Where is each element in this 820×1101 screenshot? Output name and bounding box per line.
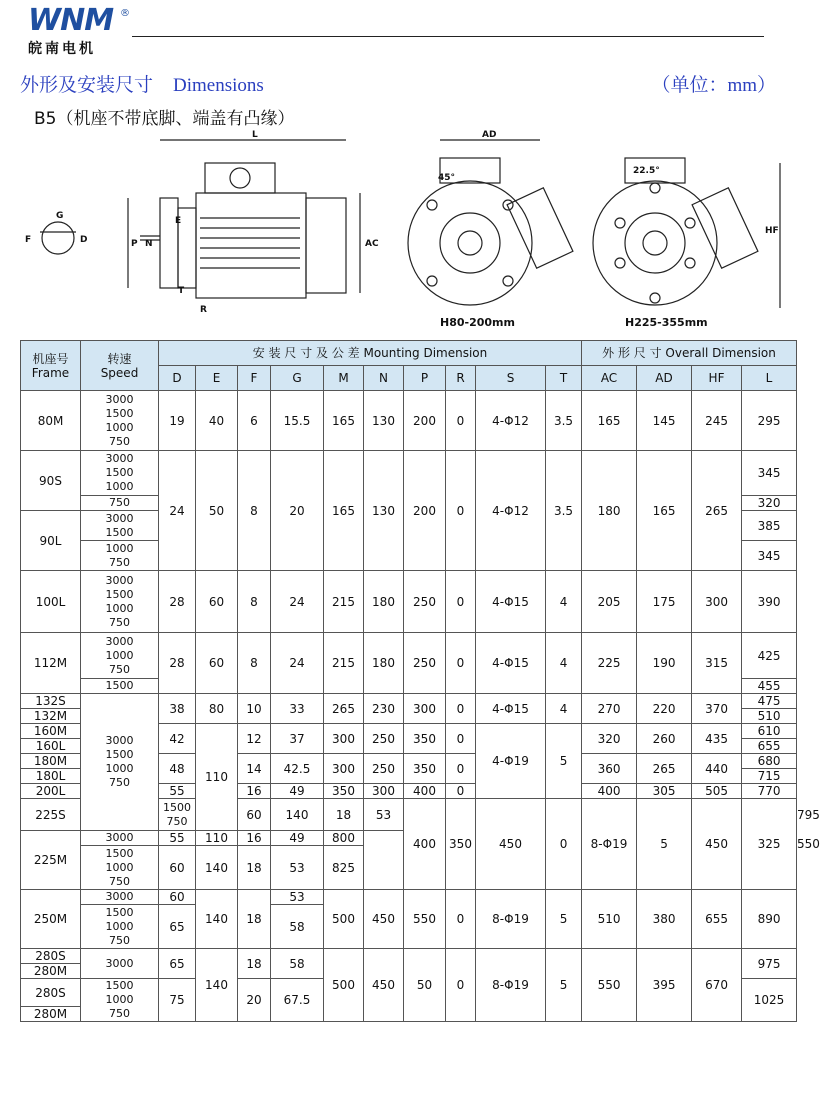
table-cell: 300 <box>364 784 404 799</box>
table-row <box>21 571 797 633</box>
table-cell: 165 <box>324 451 364 571</box>
heading-en: Dimensions <box>173 75 264 96</box>
motor-body-drawing <box>196 193 306 298</box>
table-cell: 110 <box>196 831 238 846</box>
table-cell: 4 <box>546 571 582 633</box>
table-cell: 55 <box>159 784 196 799</box>
table-cell: 250 <box>364 754 404 784</box>
table-cell: 680 <box>742 754 797 769</box>
table-cell: 1500 1000 750 <box>81 905 159 949</box>
table-cell: 16 <box>238 784 271 799</box>
col-D: D <box>159 366 196 391</box>
table-cell: 58 <box>271 949 324 979</box>
table-cell: 655 <box>692 890 742 949</box>
table-cell: 200L <box>21 784 81 799</box>
table-cell: 165 <box>637 451 692 571</box>
table-cell: 180 <box>582 451 637 571</box>
table-cell: 18 <box>238 846 271 890</box>
table-cell: 300 <box>324 754 364 784</box>
table-cell: 65 <box>159 905 196 949</box>
table-cell: 24 <box>159 451 196 571</box>
motor-drawing-svg <box>0 128 800 338</box>
table-cell: 8 <box>238 571 271 633</box>
table-cell: 0 <box>446 724 476 754</box>
table-cell: 350 <box>446 799 476 890</box>
table-cell: 160M <box>21 724 81 739</box>
table-cell: 1500 750 <box>159 799 196 831</box>
table-row: 225S 1500 750 60 140 18 53 400 350 450 0 8-Φ19 5 450 325 550 795 <box>21 799 797 831</box>
table-cell: 100L <box>21 571 81 633</box>
unit-label: （单位：mm） <box>651 75 776 96</box>
table-cell: 610 <box>742 724 797 739</box>
table-cell: 305 <box>637 784 692 799</box>
table-cell: 28 <box>159 633 196 694</box>
table-cell: 320 <box>582 724 637 754</box>
table-cell: 140 <box>271 799 324 831</box>
dim-N: N <box>145 239 153 249</box>
table-cell: 14 <box>238 754 271 784</box>
table-cell: 180M <box>21 754 81 769</box>
table-cell: 455 <box>742 679 797 694</box>
angle-22-5: 22.5° <box>633 166 660 176</box>
col-P: P <box>404 366 446 391</box>
table-cell: 3000 <box>81 890 159 905</box>
table-row <box>21 949 797 964</box>
table-cell: 3000 1500 1000 750 <box>81 391 159 451</box>
dim-G: G <box>56 211 64 221</box>
table-row <box>21 451 797 496</box>
table-cell: 380 <box>637 890 692 949</box>
table-cell: 1500 1000 750 <box>81 846 159 890</box>
table-cell: 60 <box>238 799 271 831</box>
table-cell: 12 <box>238 724 271 754</box>
table-cell: 5 <box>637 799 692 890</box>
table-cell: 80 <box>196 694 238 724</box>
table-cell: 320 <box>742 496 797 511</box>
table-cell: 3000 1500 1000 <box>81 451 159 496</box>
table-cell: 3000 1000 750 <box>81 633 159 679</box>
table-cell: 510 <box>582 890 637 949</box>
table-cell: 345 <box>742 451 797 496</box>
table-cell: 4 <box>546 694 582 724</box>
dim-T: T <box>178 286 185 296</box>
table-cell: 60 <box>196 571 238 633</box>
front-view-small-drawing <box>408 181 532 305</box>
table-cell: 0 <box>446 784 476 799</box>
table-cell: 225 <box>582 633 637 694</box>
table-cell: 165 <box>582 391 637 451</box>
col-R: R <box>446 366 476 391</box>
table-cell: 1500 1000 750 <box>81 979 159 1022</box>
table-cell: 20 <box>271 451 324 571</box>
company-name: 皖南电机 <box>28 41 96 57</box>
table-cell: 1500 <box>81 679 159 694</box>
table-cell: 8-Φ19 <box>582 799 637 890</box>
table-cell: 325 <box>742 799 797 890</box>
table-cell: 315 <box>692 633 742 694</box>
col-HF: HF <box>692 366 742 391</box>
table-cell: 300 <box>692 571 742 633</box>
table-cell: 33 <box>271 694 324 724</box>
col-T: T <box>546 366 582 391</box>
dim-R: R <box>200 305 207 315</box>
table-cell: 20 <box>238 979 271 1022</box>
col-G: G <box>271 366 324 391</box>
table-cell: 215 <box>324 571 364 633</box>
table-cell: 265 <box>692 451 742 571</box>
table-cell: 60 <box>196 633 238 694</box>
table-cell: 转速 <box>107 351 132 366</box>
col-speed <box>81 341 159 391</box>
table-cell: 280S <box>21 949 81 964</box>
table-cell: 215 <box>324 633 364 694</box>
table-cell: 250M <box>21 890 81 949</box>
table-cell: 3000 <box>81 831 159 846</box>
front-view-large-drawing <box>593 181 717 305</box>
table-cell: 165 <box>324 391 364 451</box>
page-heading <box>20 70 264 97</box>
table-cell: 190 <box>637 633 692 694</box>
table-cell: 4-Φ19 <box>476 724 546 799</box>
table-cell: 53 <box>271 846 324 890</box>
table-cell: 90L <box>21 511 81 571</box>
table-cell: 350 <box>404 724 446 754</box>
table-cell: 110 <box>196 724 238 831</box>
table-cell: 4-Φ15 <box>476 694 546 724</box>
table-cell: 4-Φ15 <box>476 633 546 694</box>
table-cell: 37 <box>271 724 324 754</box>
table-cell: 3.5 <box>546 391 582 451</box>
table-cell: 300 <box>404 694 446 724</box>
table-cell: 130 <box>364 451 404 571</box>
table-cell: 4-Φ12 <box>476 451 546 571</box>
table-cell: 400 <box>404 784 446 799</box>
dim-AD: AD <box>482 130 497 140</box>
col-frame <box>21 341 81 391</box>
table-cell: 55 <box>159 831 196 846</box>
table-cell: 0 <box>446 694 476 724</box>
table-cell: 295 <box>742 391 797 451</box>
table-cell: 49 <box>271 784 324 799</box>
table-cell: 1025 <box>742 979 797 1022</box>
table-cell: 0 <box>546 799 582 890</box>
table-cell: 890 <box>742 890 797 949</box>
table-row <box>21 890 797 905</box>
table-cell: 280M <box>21 964 81 979</box>
table-cell: 10 <box>238 694 271 724</box>
dim-AC: AC <box>365 239 379 249</box>
table-cell: 180L <box>21 769 81 784</box>
table-cell: 265 <box>637 754 692 784</box>
table-cell: 180 <box>364 571 404 633</box>
group-overall: 外 形 尺 寸 Overall Dimension <box>582 341 797 366</box>
flange-drawing <box>160 198 178 288</box>
table-cell: 75 <box>159 979 196 1022</box>
table-cell: 3000 <box>81 949 159 979</box>
table-cell: 140 <box>196 890 238 949</box>
caption-large-frames: H225-355mm <box>625 316 708 329</box>
table-cell: 18 <box>238 890 271 949</box>
table-cell: 260 <box>637 724 692 754</box>
table-cell: 440 <box>692 754 742 784</box>
table-row <box>21 391 797 451</box>
table-cell: 19 <box>159 391 196 451</box>
table-cell: 18 <box>238 949 271 979</box>
table-cell: 112M <box>21 633 81 694</box>
table-cell: 450 <box>476 799 546 890</box>
table-cell: 160L <box>21 739 81 754</box>
table-cell: 220 <box>637 694 692 724</box>
table-cell: 250 <box>404 633 446 694</box>
table-cell: 655 <box>742 739 797 754</box>
table-cell: 132M <box>21 709 81 724</box>
table-cell: 0 <box>446 391 476 451</box>
table-cell: 975 <box>742 949 797 979</box>
logo-wordmark: WNM <box>28 3 114 38</box>
table-cell: 395 <box>637 949 692 1022</box>
table-cell: 435 <box>692 724 742 754</box>
table-cell: 390 <box>742 571 797 633</box>
table-cell: 800 <box>324 831 364 846</box>
table-cell: 132S <box>21 694 81 709</box>
table-cell: 300 <box>324 724 364 754</box>
table-cell: 53 <box>271 890 324 905</box>
table-cell: 450 <box>364 890 404 949</box>
table-cell: 机座号 <box>32 351 69 366</box>
table-cell: 550 <box>582 949 637 1022</box>
table-cell: 5 <box>546 949 582 1022</box>
table-cell: 265 <box>324 694 364 724</box>
table-cell: 5 <box>546 724 582 799</box>
table-cell: 825 <box>324 846 364 890</box>
table-cell: Speed <box>100 365 139 380</box>
table-cell: 40 <box>196 391 238 451</box>
table-cell: 4 <box>546 633 582 694</box>
table-cell: 80M <box>21 391 81 451</box>
table-cell: 18 <box>324 799 364 831</box>
mounting-type: B5（机座不带底脚、端盖有凸缘） <box>34 109 295 129</box>
dim-L: L <box>252 130 258 140</box>
table-cell: 0 <box>446 451 476 571</box>
table-row <box>21 633 797 679</box>
table-cell: 450 <box>364 949 404 1022</box>
table-cell: 16 <box>238 831 271 846</box>
table-cell: 49 <box>271 831 324 846</box>
group-mounting: 安 装 尺 寸 及 公 差 Mounting Dimension <box>159 341 582 366</box>
table-cell: 280S <box>21 979 81 1007</box>
dim-P: P <box>131 239 138 249</box>
col-E: E <box>196 366 238 391</box>
dim-HF: HF <box>765 226 779 236</box>
table-cell: 280M <box>21 1007 81 1022</box>
table-cell: 6 <box>238 391 271 451</box>
table-cell: 200 <box>404 451 446 571</box>
table-cell: 505 <box>692 784 742 799</box>
table-cell: Frame <box>31 365 70 380</box>
table-cell: 5 <box>546 890 582 949</box>
table-cell: 48 <box>159 754 196 784</box>
registered-mark: ® <box>120 8 130 19</box>
table-cell: 250 <box>364 724 404 754</box>
dim-D: D <box>80 235 88 245</box>
table-cell: 4-Φ12 <box>476 391 546 451</box>
col-AD: AD <box>637 366 692 391</box>
table-cell: 245 <box>692 391 742 451</box>
table-cell: 4-Φ15 <box>476 571 546 633</box>
col-L: L <box>742 366 797 391</box>
table-cell: 770 <box>742 784 797 799</box>
table-cell: 0 <box>446 949 476 1022</box>
table-cell: 42 <box>159 724 196 754</box>
table-cell: 140 <box>196 949 238 1022</box>
table-cell: 15.5 <box>271 391 324 451</box>
table-cell: 0 <box>446 571 476 633</box>
table-cell: 230 <box>364 694 404 724</box>
table-cell: 425 <box>742 633 797 679</box>
dim-E: E <box>175 216 182 226</box>
table-cell: 225M <box>21 831 81 890</box>
table-cell: 350 <box>404 754 446 784</box>
table-cell: 3000 1500 1000 750 <box>81 694 159 831</box>
table-cell: 8 <box>238 451 271 571</box>
table-cell: 24 <box>271 633 324 694</box>
table-cell: 500 <box>324 890 364 949</box>
table-cell: 3000 1500 1000 750 <box>81 571 159 633</box>
table-cell: 715 <box>742 769 797 784</box>
technical-drawings <box>0 128 800 338</box>
heading-cn: 外形及安装尺寸 <box>20 74 154 96</box>
table-cell: 385 <box>742 511 797 541</box>
table-cell: 42.5 <box>271 754 324 784</box>
table-cell: 38 <box>159 694 196 724</box>
shaft-section-drawing <box>42 222 74 254</box>
table-cell: 50 <box>196 451 238 571</box>
table-cell: 145 <box>637 391 692 451</box>
table-cell: 90S <box>21 451 81 511</box>
table-cell: 24 <box>271 571 324 633</box>
header-rule <box>132 36 764 37</box>
table-cell: 370 <box>692 694 742 724</box>
angle-45: 45° <box>438 173 456 183</box>
col-N: N <box>364 366 404 391</box>
table-cell: 58 <box>271 905 324 949</box>
table-cell: 250 <box>404 571 446 633</box>
brand-logo <box>28 3 138 62</box>
table-cell: 65 <box>159 949 196 979</box>
table-cell: 550 <box>404 890 446 949</box>
table-cell: 0 <box>446 890 476 949</box>
table-cell: 3000 1500 <box>81 511 159 541</box>
table-cell: 60 <box>159 890 196 905</box>
table-cell: 1000 750 <box>81 541 159 571</box>
table-cell: 0 <box>446 633 476 694</box>
table-cell: 345 <box>742 541 797 571</box>
table-cell: 8-Φ19 <box>476 890 546 949</box>
table-cell: 67.5 <box>271 979 324 1022</box>
table-cell: 500 <box>324 949 364 1022</box>
table-cell: 200 <box>404 391 446 451</box>
table-cell: 28 <box>159 571 196 633</box>
table-cell: 400 <box>582 784 637 799</box>
table-cell: 50 <box>404 949 446 1022</box>
table-cell: 130 <box>364 391 404 451</box>
table-cell: 0 <box>446 754 476 784</box>
table-cell: 3.5 <box>546 451 582 571</box>
dimensions-table <box>20 340 820 1022</box>
table-cell: 60 <box>159 846 196 890</box>
table-cell: 8 <box>238 633 271 694</box>
table-cell: 475 <box>742 694 797 709</box>
col-M: M <box>324 366 364 391</box>
col-F: F <box>238 366 271 391</box>
table-cell: 450 <box>692 799 742 890</box>
table-cell: 140 <box>196 846 238 890</box>
table-cell: 270 <box>582 694 637 724</box>
table-cell: 510 <box>742 709 797 724</box>
table-cell: 350 <box>324 784 364 799</box>
table-cell: 53 <box>364 799 404 831</box>
table-row <box>21 694 797 709</box>
table-cell: 360 <box>582 754 637 784</box>
table-cell: 750 <box>81 496 159 511</box>
table-cell: 175 <box>637 571 692 633</box>
table-cell: 205 <box>582 571 637 633</box>
col-AC: AC <box>582 366 637 391</box>
caption-small-frames: H80-200mm <box>440 316 515 329</box>
table-cell: 180 <box>364 633 404 694</box>
table-cell: 670 <box>692 949 742 1022</box>
dim-F: F <box>25 235 32 245</box>
table-cell: 8-Φ19 <box>476 949 546 1022</box>
table-cell: 400 <box>404 799 446 890</box>
table-cell: 225S <box>21 799 81 831</box>
col-S: S <box>476 366 546 391</box>
